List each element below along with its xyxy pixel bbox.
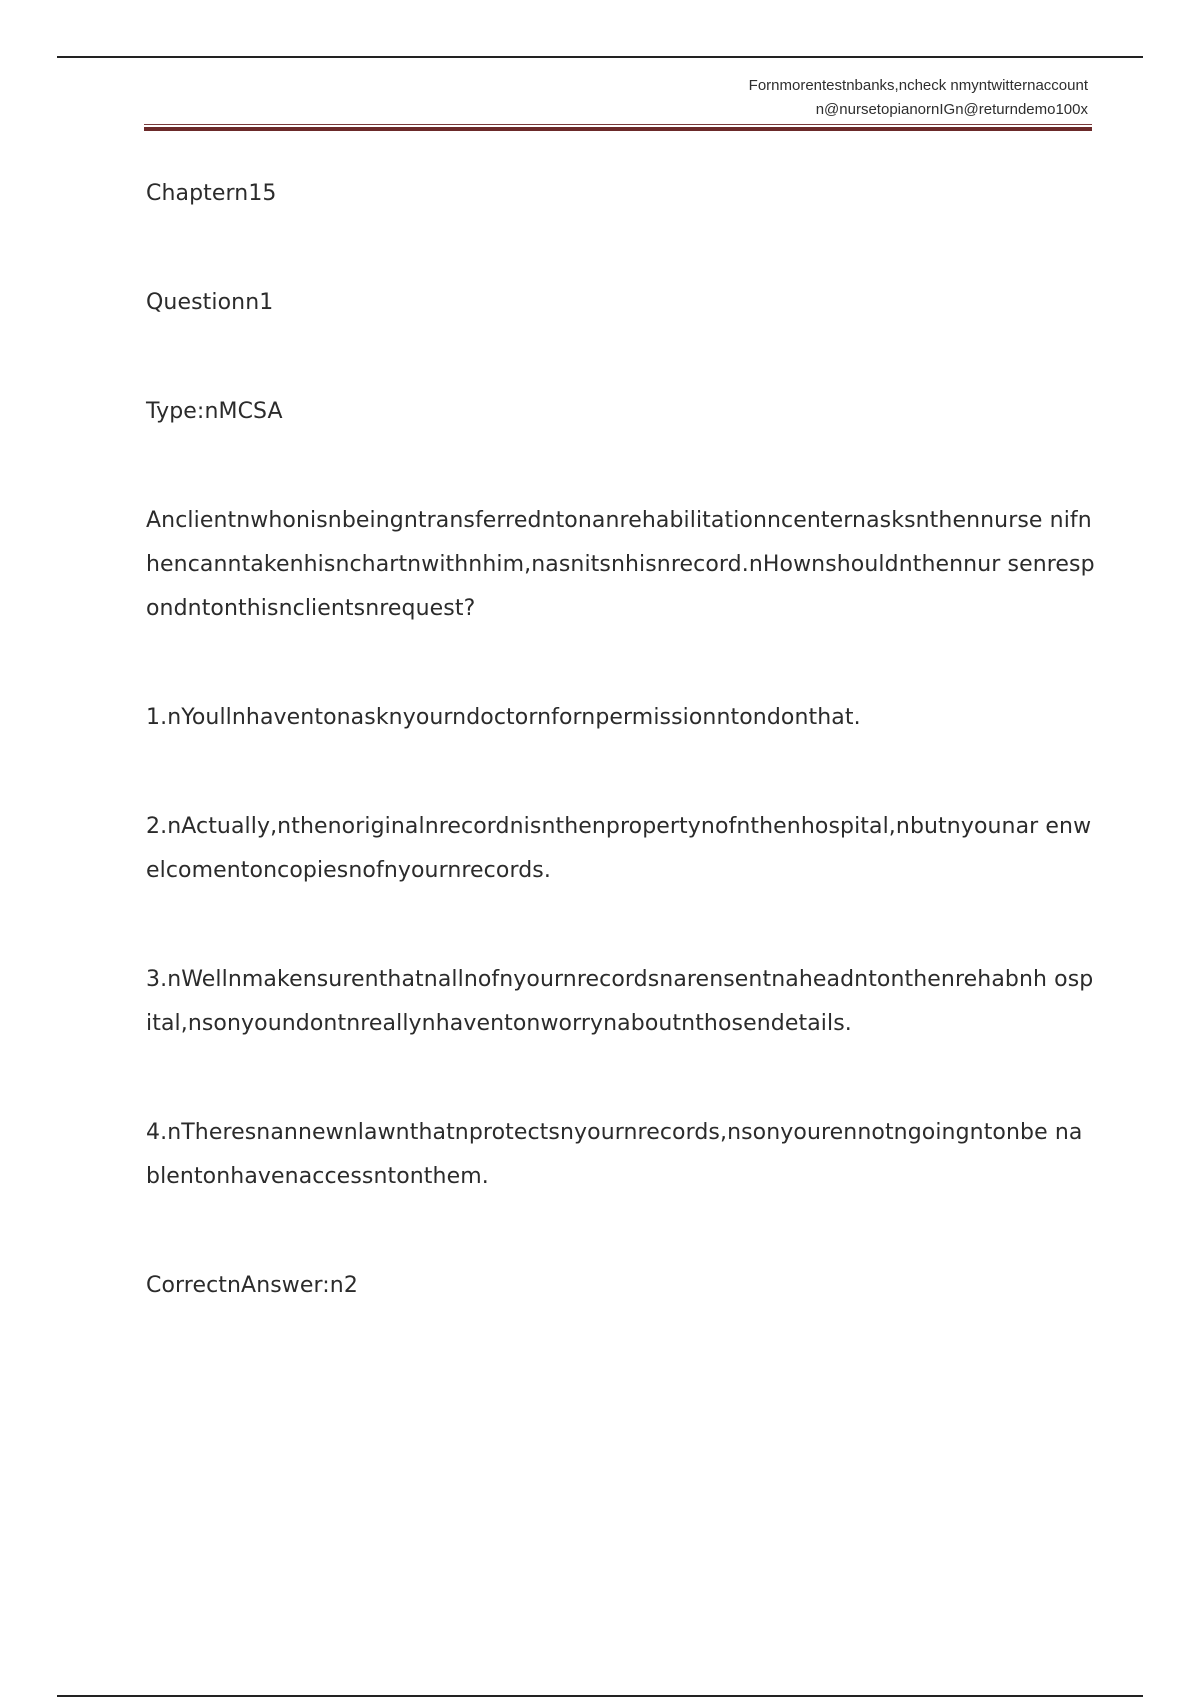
header-note: [749, 74, 1088, 122]
answer-option-3: 3.nWellnmakensurenthatnallnofnyournrecordsnarensentnaheadntonthenrehabnh ospital,nsonyoundontnreallynhaventonworrynaboutnthosendetails.: [146, 967, 1094, 1036]
question-type: Type:nMCSA: [146, 399, 283, 424]
header-divider-thin: [144, 124, 1092, 125]
chapter-heading: Chaptern15: [146, 181, 277, 206]
question-stem: Anclientnwhonisnbeingntransferredntonanrehabilitationncenternasksnthennurse nifnhencanntakenhisnchartnwithnhim,nasnitsnhisnrecord.nHownshouldnthennur senrespondntonthisnclientsnrequest?: [146, 508, 1095, 621]
header-note-line-1: Fornmorentestnbanks,ncheck nmyntwitternaccount: [748, 77, 1088, 94]
header-divider: [144, 124, 1092, 131]
header-note-line-2: n@nursetopianornIGn@returndemo100x: [815, 101, 1088, 118]
answer-option-2: 2.nActually,nthenoriginalnrecordnisnthenpropertynofnthenhospital,nbutnyounar enwelcomentoncopiesnofnyournrecords.: [146, 814, 1092, 883]
answer-option-4: 4.nTheresnannewnlawnthatnprotectsnyournrecords,nsonyourennotngoingntonbe nablentonhavenaccessntonthem.: [146, 1120, 1083, 1189]
answer-option-1: 1.nYoullnhaventonasknyourndoctornfornpermissionntondonthat.: [146, 705, 861, 730]
document-body: [146, 172, 1096, 1308]
page-top-rule: [57, 56, 1143, 58]
question-number: Questionn1: [146, 290, 274, 315]
header-divider-thick: [144, 127, 1092, 131]
page-bottom-rule: [57, 1695, 1143, 1697]
correct-answer: CorrectnAnswer:n2: [146, 1273, 358, 1298]
